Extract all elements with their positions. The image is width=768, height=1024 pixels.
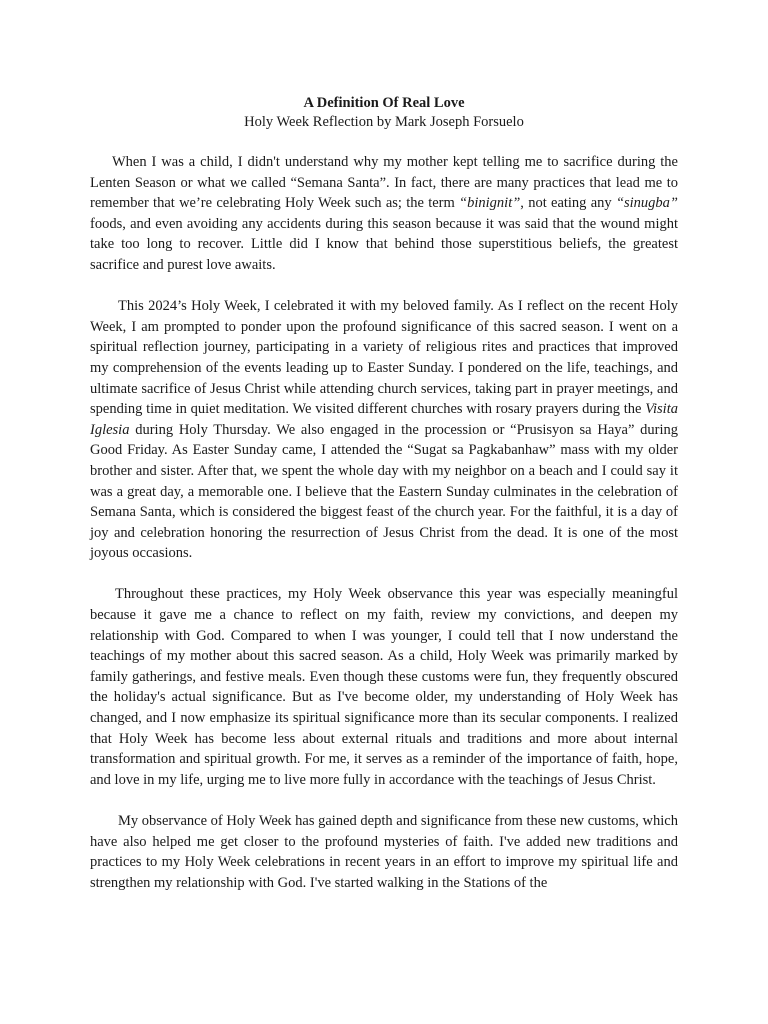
paragraph-2-text: This 2024’s Holy Week, I celebrated it with my beloved family. As I reflect on the recent Holy Week, I am prompted to ponder upon the profound significance of this sacred season. I went on a spiritual reflection journey, participating in a variety of religious rites and practices that improved my comprehension of the events leading up to Easter Sunday. I pondered on the life, teachings, and ultimate sacrifice of Jesus Christ while attending church services, taking part in prayer meetings, and spending time in quiet meditation. We visited different churches with rosary prayers during the — [90, 298, 678, 418]
term-visita-iglesia: Visita Iglesia — [90, 401, 678, 438]
document-title: A Definition Of Real Love — [303, 95, 465, 111]
term-sinugba: “sinugba” — [615, 195, 678, 212]
paragraph-3-text: Throughout these practices, my Holy Week observance this year was especially meaningful because it gave me a chance to reflect on my faith, review my convictions, and deepen my relationship with God. Compared to when I was younger, I could tell that I now understand the teachings of my mother about this sacred season. As a child, Holy Week was primarily marked by family gatherings, and festive meals. Even though these customs were fun, they frequently obscured the holiday's actual significance. But as I've become older, my understanding of Holy Week has changed, and I now emphasize its spiritual significance more than its secular components. I realized that Holy Week has become less about external rituals and traditions and more about internal transformation and spiritual growth. For me, it serves as a reminder of the importance of faith, hope, and love in my life, urging me to live more fully in accordance with the teachings of Jesus Christ. — [90, 586, 678, 788]
paragraph-1-text: foods, and even avoiding any accidents during this season because it was said that the wound might take too long to recover. Little did I know that behind those superstitious beliefs, the greatest sacrifice and purest love awaits. — [90, 215, 678, 273]
paragraph-4 — [90, 811, 678, 893]
paragraph-1-text: When I was a child, I didn't understand why my mother kept telling me to sacrifice during the Lenten Season or what we called “Semana Santa”. In fact, there are many practices that lead me to remember that we’re celebrating Holy Week such as; the term — [90, 154, 678, 212]
paragraph-4-text: My observance of Holy Week has gained depth and significance from these new customs, which have also helped me get closer to the profound mysteries of faith. I've added new traditions and practices to my Holy Week celebrations in recent years in an effort to improve my spiritual life and strengthen my relationship with God. I've started walking in the Stations of the — [90, 813, 678, 891]
paragraph-1 — [90, 152, 678, 276]
document-page — [90, 94, 678, 893]
paragraph-2 — [90, 296, 678, 564]
paragraph-2-text: during Holy Thursday. We also engaged in the procession or “Prusisyon sa Haya” during Good Friday. As Easter Sunday came, I attended the “Sugat sa Pagkabanhaw” mass with my older brother and sister. After that, we spent the whole day with my neighbor on a beach and I could say it was a great day, a memorable one. I believe that the Eastern Sunday culminates in the celebration of Semana Santa, which is considered the biggest feast of the church year. For the faithful, it is a day of joy and celebration honoring the resurrection of Jesus Christ from the dead. It is one of the most joyous occasions. — [90, 421, 678, 562]
term-binignit: “binignit” — [459, 195, 521, 212]
paragraph-1-text: , not eating any — [520, 195, 616, 212]
paragraph-3 — [90, 584, 678, 790]
document-subtitle: Holy Week Reflection by Mark Joseph Forsuelo — [244, 114, 524, 130]
